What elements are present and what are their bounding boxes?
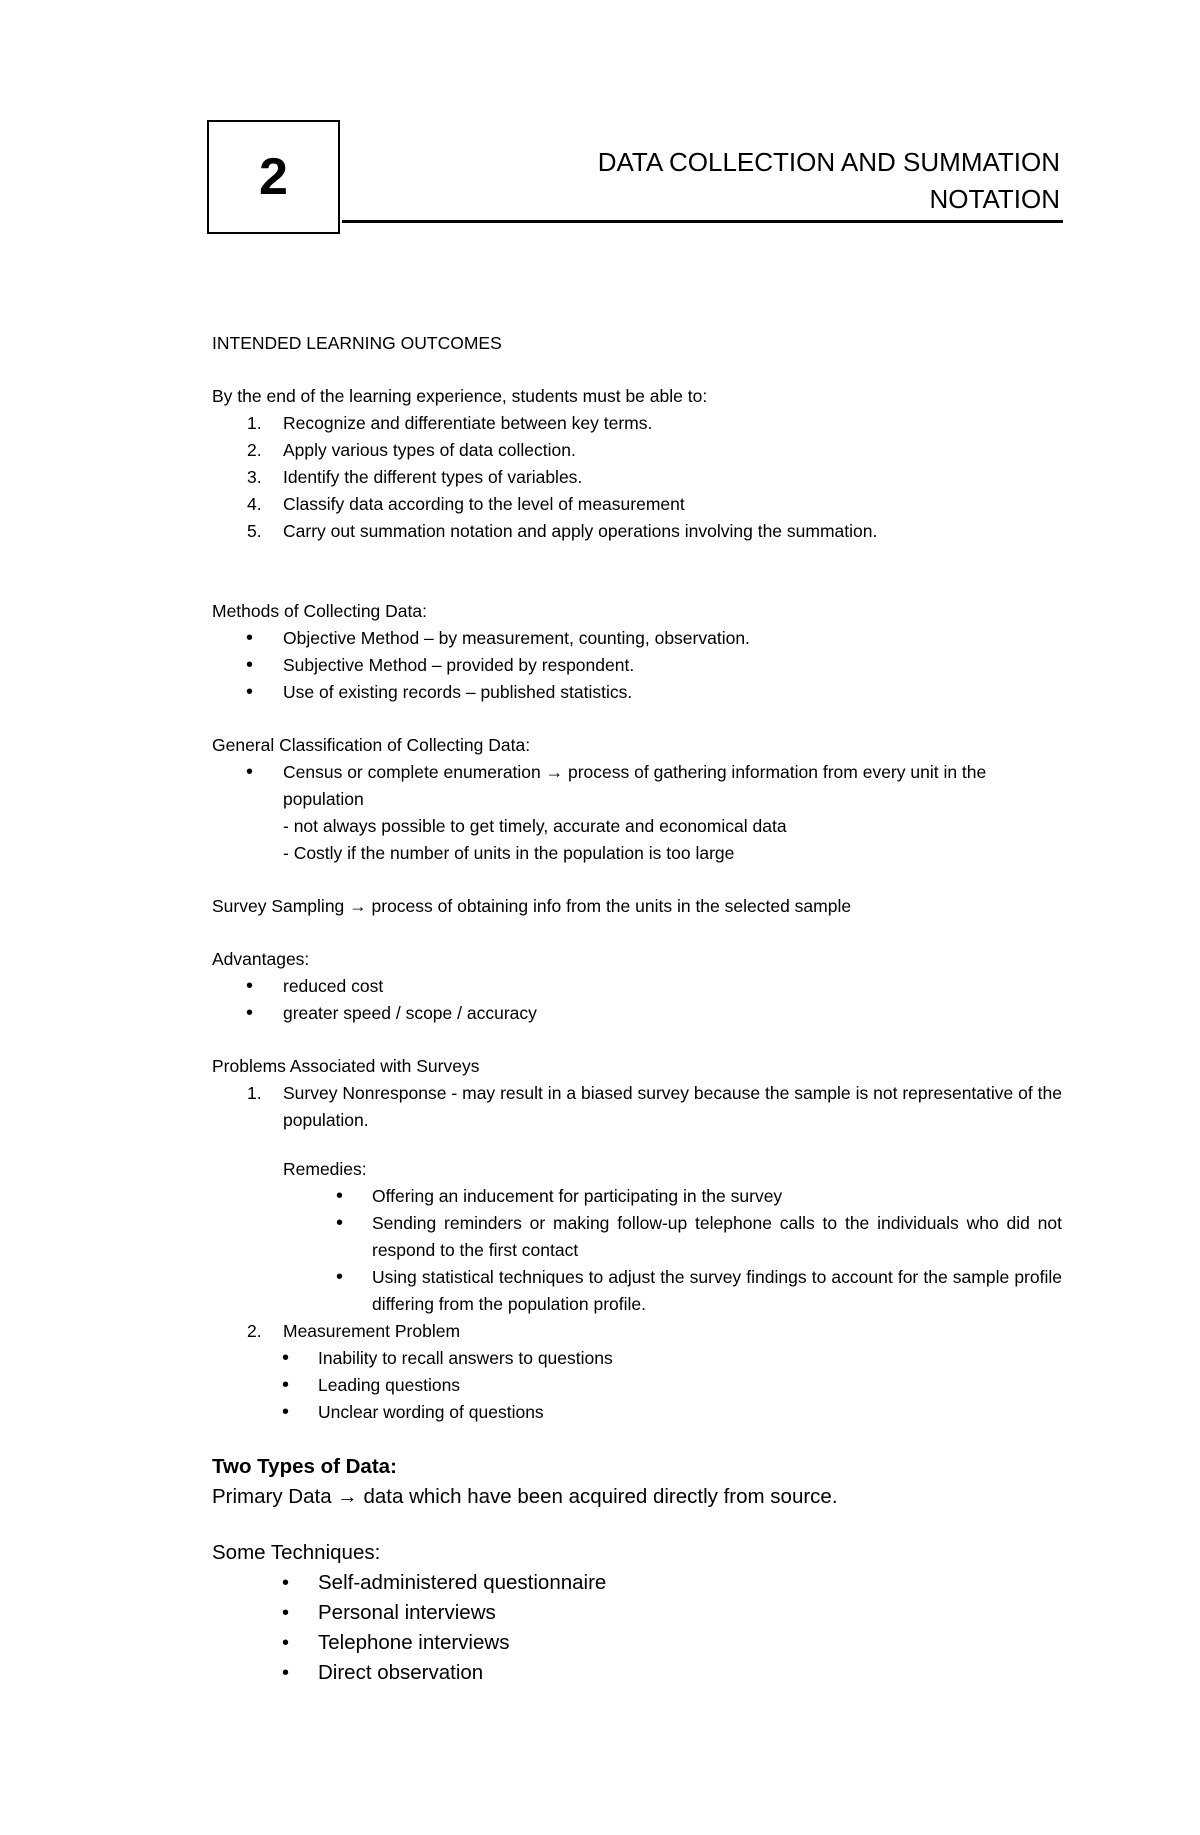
problem-item-2: 2. Measurement Problem — [247, 1321, 461, 1341]
list-item: • Using statistical techniques to adjust the survey findings to account for the sample profile differing from the population profile. — [212, 1264, 1062, 1318]
remedies-list — [212, 1183, 1062, 1318]
advantages-list — [212, 973, 1062, 1027]
outcomes-intro: By the end of the learning experience, students must be able to: — [212, 386, 708, 406]
list-item: 1. Recognize and differentiate between key terms. — [247, 413, 653, 433]
list-item: 3. Identify the different types of variables. — [247, 467, 583, 487]
primary-data: Primary Data → data which have been acquired directly from source. — [212, 1485, 838, 1508]
list-item: • Direct observation — [212, 1658, 1062, 1688]
types-heading: Two Types of Data: — [212, 1455, 397, 1478]
census-note-1: - not always possible to get timely, accurate and economical data — [283, 816, 787, 836]
page-content — [212, 330, 1062, 1688]
list-item: • Inability to recall answers to questions — [212, 1345, 1062, 1372]
techniques-list — [212, 1568, 1062, 1688]
problems-heading: Problems Associated with Surveys — [212, 1056, 480, 1076]
list-item: • Subjective Method – provided by respondent. — [212, 652, 1062, 679]
classification-list — [212, 759, 1062, 813]
list-item: • greater speed / scope / accuracy — [212, 1000, 1062, 1027]
title-rule — [342, 220, 1063, 223]
chapter-title-line2: NOTATION — [929, 184, 1060, 214]
chapter-number-box — [207, 120, 340, 234]
outcomes-heading: INTENDED LEARNING OUTCOMES — [212, 333, 502, 353]
list-item: • Leading questions — [212, 1372, 1062, 1399]
list-item: • Unclear wording of questions — [212, 1399, 1062, 1426]
methods-list — [212, 625, 1062, 706]
list-item: • Sending reminders or making follow-up telephone calls to the individuals who did not respond to the first contact — [212, 1210, 1062, 1264]
list-item: • Offering an inducement for participating in the survey — [212, 1183, 1062, 1210]
methods-heading: Methods of Collecting Data: — [212, 601, 427, 621]
census-note-2: - Costly if the number of units in the population is too large — [283, 843, 735, 863]
outcomes-list — [212, 410, 1062, 545]
classification-heading: General Classification of Collecting Data: — [212, 735, 531, 755]
techniques-heading: Some Techniques: — [212, 1541, 381, 1564]
list-item: • reduced cost — [212, 973, 1062, 1000]
list-item: 4. Classify data according to the level of measurement — [247, 494, 685, 514]
list-item: • Objective Method – by measurement, counting, observation. — [212, 625, 1062, 652]
list-item: • Personal interviews — [212, 1598, 1062, 1628]
chapter-number: 2 — [259, 148, 288, 206]
list-item: 2. Apply various types of data collection. — [247, 440, 576, 460]
survey-sampling: Survey Sampling → process of obtaining info from the units in the selected sample — [212, 896, 852, 916]
list-item: • Use of existing records – published statistics. — [212, 679, 1062, 706]
list-item: 5. Carry out summation notation and apply operations involving the summation. — [247, 521, 878, 541]
chapter-title — [460, 144, 1060, 218]
advantages-heading: Advantages: — [212, 949, 310, 969]
chapter-title-line1: DATA COLLECTION AND SUMMATION — [597, 147, 1060, 177]
list-item: • Telephone interviews — [212, 1628, 1062, 1658]
list-item: • Self-administered questionnaire — [212, 1568, 1062, 1598]
list-item: • Census or complete enumeration → process of gathering information from every unit in the population — [212, 759, 1062, 813]
problem-item-1: 1. Survey Nonresponse - may result in a biased survey because the sample is not representative of the population. — [247, 1083, 1062, 1130]
remedies-heading: Remedies: — [283, 1159, 367, 1179]
measurement-list — [212, 1345, 1062, 1426]
